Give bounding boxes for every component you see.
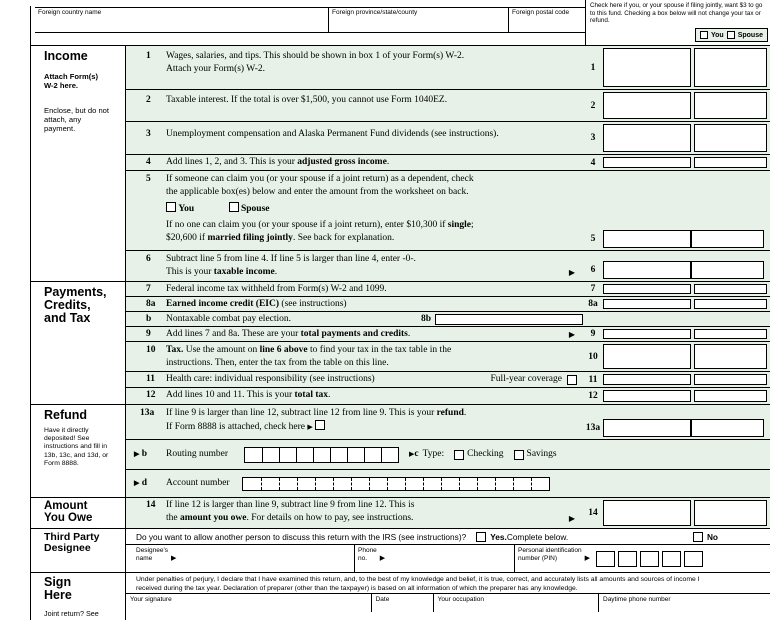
line-5-cents-box[interactable]	[691, 230, 764, 248]
pin-label1: Personal identification	[518, 547, 582, 554]
line-14-text1: If line 12 is larger than line 9, subtract line 9 from line 12. This is	[166, 500, 415, 510]
third-party-main	[125, 529, 770, 572]
owe-sidebar	[30, 498, 125, 528]
line-12-cents-box[interactable]	[694, 390, 767, 402]
line-10-dollars-box[interactable]	[603, 344, 691, 369]
form8888-checkbox[interactable]	[315, 420, 325, 430]
pin-box[interactable]	[684, 551, 703, 567]
line-9-box-label: 9	[590, 329, 596, 339]
section-third-party	[30, 528, 770, 572]
dependent-spouse-label: Spouse	[240, 204, 270, 214]
sign-title: Sign Here	[44, 575, 72, 602]
line-5-dollars-box[interactable]	[603, 230, 691, 248]
daytime-phone-field[interactable]: Daytime phone number	[598, 594, 770, 612]
arrow-icon: ▶	[568, 268, 575, 277]
line-6-cents-box[interactable]	[691, 261, 764, 279]
fund-spouse-label: Spouse	[737, 31, 763, 39]
line-7-cents-box[interactable]	[694, 284, 767, 294]
your-signature-field[interactable]: Your signature	[130, 596, 172, 604]
designee-yes-rest: Complete below.	[506, 531, 569, 542]
phone-label2: no.	[358, 554, 368, 562]
line-5-text3: If no one can claim you (or your spouse if a joint return), enter $10,300 if single;	[166, 220, 474, 230]
designee-yes-checkbox[interactable]	[476, 532, 486, 542]
line-6-text1: Subtract line 5 from line 4. If line 5 is larger than line 4, enter -0-.	[166, 254, 416, 264]
line-3-text: Unemployment compensation and Alaska Permanent Fund dividends (see instructions).	[166, 129, 499, 139]
line-4-number: 4	[146, 157, 151, 167]
line-1-text: Wages, salaries, and tips. This should be shown in box 1 of your Form(s) W-2.	[166, 51, 465, 61]
line-13c-letter: c	[414, 449, 419, 459]
line-1-cents-box[interactable]	[694, 48, 767, 87]
designee-no-label: No	[706, 531, 718, 542]
payments-title: Payments, Credits, and Tax	[44, 285, 107, 325]
line-3-number: 3	[146, 129, 151, 139]
line-13a-text2: If Form 8888 is attached, check here ▶	[166, 420, 583, 434]
line-7-number: 7	[146, 284, 151, 294]
header	[30, 0, 770, 45]
left-rule	[30, 6, 31, 620]
sign-sidebar	[30, 573, 125, 620]
line-11-row	[126, 372, 770, 388]
pin-box[interactable]	[618, 551, 637, 567]
dependent-spouse-checkbox[interactable]	[229, 202, 239, 212]
section-refund	[30, 404, 770, 497]
designee-row	[126, 545, 770, 572]
line-12-box-label: 12	[588, 391, 598, 401]
foreign-country-label: Foreign country name	[38, 9, 102, 16]
fund-spouse-checkbox[interactable]	[727, 31, 735, 39]
routing-number-label: Routing number	[166, 449, 229, 459]
enclose-note: Enclose, but do not attach, any payment.	[44, 106, 110, 133]
routing-number-field[interactable]	[244, 447, 399, 463]
section-owe	[30, 497, 770, 528]
checking-label: Checking	[467, 449, 504, 459]
arrow-icon: ▶	[568, 514, 575, 523]
your-occupation-field[interactable]: Your occupation	[433, 594, 598, 612]
pin-label2: number (PIN)	[518, 554, 558, 562]
line-1-row	[126, 46, 770, 90]
phone-label1: Phone	[358, 547, 377, 554]
line-10-text1: Tax. Use the amount on line 6 above to find your tax in the tax table in the	[166, 345, 452, 355]
line-7-box-label: 7	[590, 284, 596, 294]
line-5-text2: the applicable box(es) below and enter the amount from the worksheet on back.	[166, 187, 469, 197]
line-2-row	[126, 90, 770, 122]
line-14-box-label: 14	[588, 508, 598, 518]
line-13d-row	[126, 470, 770, 497]
line-8b-number: b	[146, 314, 152, 324]
account-number-field[interactable]	[242, 477, 550, 491]
line-8a-cents-box[interactable]	[694, 299, 767, 309]
line-12-row	[126, 388, 770, 404]
line-13a-box-label: 13a	[585, 423, 601, 433]
third-party-sidebar	[30, 529, 125, 572]
income-main	[125, 46, 770, 281]
payments-sidebar	[30, 282, 125, 404]
designee-name-field[interactable]	[126, 545, 354, 572]
dependent-you-checkbox[interactable]	[166, 202, 176, 212]
attach-note: Attach Form(s) W-2 here.	[44, 72, 99, 90]
foreign-province-field[interactable]	[328, 8, 508, 32]
line-8b-label: 8b	[420, 314, 431, 324]
line-14-cents-box[interactable]	[694, 500, 767, 526]
designee-phone-field[interactable]	[354, 545, 514, 572]
line-14-number: 14	[146, 500, 156, 510]
line-5-box-label: 5	[590, 234, 596, 244]
campaign-fund-note: Check here if you, or your spouse if filing jointly, want $3 to go to this fund. Checking a box below will not change your tax or refund.	[590, 2, 763, 25]
line-2-number: 2	[146, 95, 151, 105]
savings-checkbox[interactable]	[514, 450, 524, 460]
pin-box[interactable]	[640, 551, 659, 567]
line-6-row	[126, 251, 770, 281]
line-13a-text1: If line 9 is larger than line 12, subtract line 12 from line 9. This is your refund.	[166, 408, 467, 418]
line-1-box-label: 1	[590, 62, 596, 73]
line-2-text: Taxable interest. If the total is over $1,500, you cannot use Form 1040EZ.	[166, 95, 448, 105]
line-4-cents-box[interactable]	[694, 157, 767, 168]
line-4-text: Add lines 1, 2, and 3. This is your adjusted gross income.	[166, 157, 390, 167]
line-6-box-label: 6	[590, 265, 596, 275]
line-5-text1: If someone can claim you (or your spouse if a joint return) as a dependent, check	[166, 174, 474, 184]
payments-main	[125, 282, 770, 404]
checking-checkbox[interactable]	[454, 450, 464, 460]
dependent-you-label: You	[178, 204, 195, 214]
line-13a-row	[126, 405, 770, 440]
line-4-dollars-box[interactable]	[603, 157, 691, 168]
type-label: Type:	[422, 449, 445, 459]
line-7-row	[126, 282, 770, 297]
section-payments	[30, 281, 770, 404]
arrow-icon: ▶	[134, 450, 140, 458]
foreign-fields	[30, 0, 585, 45]
line-6-dollars-box[interactable]	[603, 261, 691, 279]
designee-pin-field[interactable]	[514, 545, 770, 572]
section-sign	[30, 572, 770, 620]
line-11-dollars-box[interactable]	[603, 374, 691, 385]
income-title: Income	[44, 49, 88, 63]
line-10-box-label: 10	[588, 351, 598, 362]
third-party-title: Third Party Designee	[44, 531, 100, 554]
foreign-country-field[interactable]	[35, 8, 328, 32]
foreign-postal-label: Foreign postal code	[512, 9, 570, 16]
designee-name-label2: name	[136, 554, 153, 562]
line-1-dollars-box[interactable]	[603, 48, 691, 87]
line-7-dollars-box[interactable]	[603, 284, 691, 294]
line-13a-number: 13a	[140, 408, 155, 418]
perjury-statement: Under penalties of perjury, I declare that I have examined this return, and, to the best of my knowledge and belief, it is true, correct, and accurately lists all amounts and sources of income I received during the tax year. Declaration of preparer (other than the taxpayer) is based on all information of which the preparer has any knowledge.	[136, 576, 700, 592]
third-party-question-row	[126, 529, 770, 545]
campaign-fund-panel	[585, 0, 770, 45]
line-5-text4: $20,600 if married filing jointly. See back for explanation.	[166, 233, 395, 243]
line-6-number: 6	[146, 254, 151, 264]
line-8a-box-label: 8a	[588, 299, 598, 309]
line-11-box-label: 11	[588, 374, 598, 385]
section-income	[30, 45, 770, 281]
fund-you-checkbox[interactable]	[700, 31, 708, 39]
line-8a-number: 8a	[146, 299, 156, 309]
pin-box[interactable]	[662, 551, 681, 567]
line-7-text: Federal income tax withheld from Form(s) W-2 and 1099.	[166, 284, 387, 294]
refund-main	[125, 405, 770, 497]
pin-boxes	[596, 551, 703, 567]
line-9-dollars-box[interactable]	[603, 329, 691, 339]
arrow-icon: ▶	[134, 479, 140, 487]
line-2-dollars-box[interactable]	[603, 92, 691, 119]
arrow-icon: ▶	[584, 554, 590, 562]
line-13b-row	[126, 440, 770, 470]
arrow-icon: ▶	[379, 554, 386, 562]
line-13a-dollars-box[interactable]	[603, 419, 691, 437]
line-5-checkboxes	[166, 202, 583, 216]
line-8a-dollars-box[interactable]	[603, 299, 691, 309]
third-party-question: Do you want to allow another person to discuss this return with the IRS (see instructions)?	[136, 531, 467, 542]
account-number-label: Account number	[166, 478, 230, 488]
arrow-icon: ▶	[409, 450, 415, 458]
foreign-province-label: Foreign province/state/county	[332, 9, 418, 16]
line-12-text: Add lines 10 and 11. This is your total tax.	[166, 390, 331, 400]
line-3-cents-box[interactable]	[694, 124, 767, 152]
line-8b-row	[126, 312, 770, 327]
campaign-fund-checkboxes	[695, 28, 768, 42]
line-9-cents-box[interactable]	[694, 329, 767, 339]
sign-main	[125, 573, 770, 620]
full-year-coverage-checkbox[interactable]	[567, 375, 577, 385]
arrow-icon: ▶	[171, 554, 177, 562]
line-3-row	[126, 122, 770, 155]
designee-no-checkbox[interactable]	[693, 532, 703, 542]
line-10-number: 10	[146, 345, 156, 355]
line-4-box-label: 4	[590, 157, 596, 168]
line-13d-number: ▶ d	[134, 478, 148, 488]
line-5-number: 5	[146, 174, 151, 184]
foreign-fields-row	[35, 7, 585, 33]
foreign-postal-field[interactable]	[508, 8, 585, 32]
line-8a-text: Earned income credit (EIC) (see instructions)	[166, 299, 347, 309]
line-5-row	[126, 171, 770, 251]
owe-main	[125, 498, 770, 528]
line-3-dollars-box[interactable]	[603, 124, 691, 152]
line-11-cents-box[interactable]	[694, 374, 767, 385]
joint-return-note: Joint return? See	[44, 609, 99, 618]
line-9-row: 9 Add lines 7 and 8a. These are your total payments and credits. ▶ 9	[126, 327, 770, 342]
line-12-number: 12	[146, 390, 156, 400]
income-sidebar	[30, 46, 125, 281]
line-2-cents-box[interactable]	[694, 92, 767, 119]
refund-note: Have it directly deposited! See instructions and fill in 13b, 13c, and 13d, or Form 8888.	[44, 427, 109, 467]
line-8b-entry-box[interactable]	[435, 314, 583, 325]
line-6-text2: This is your taxable income. ▶	[166, 266, 583, 279]
line-10-cents-box[interactable]	[694, 344, 767, 369]
line-8a-row	[126, 297, 770, 312]
line-9-number: 9	[146, 329, 151, 339]
refund-sidebar	[30, 405, 125, 497]
line-14-dollars-box[interactable]	[603, 500, 691, 526]
line-8b-text: Nontaxable combat pay election.	[166, 314, 292, 324]
fund-you-label: You	[711, 31, 724, 39]
line-14-row	[126, 498, 770, 528]
savings-label: Savings	[526, 449, 557, 459]
full-year-coverage-label: Full-year coverage	[490, 374, 562, 384]
line-10-text2: instructions. Then, enter the tax from the table on this line.	[166, 358, 389, 368]
line-1-number: 1	[146, 51, 151, 61]
designee-yes-label: Yes.	[490, 531, 507, 542]
line-2-box-label: 2	[590, 100, 596, 111]
arrow-icon: ▶	[568, 330, 575, 339]
date-field[interactable]: Date	[371, 594, 433, 612]
owe-title: Amount You Owe	[44, 500, 93, 524]
line-13b-number: ▶ b	[134, 449, 148, 459]
arrow-icon: ▶	[307, 423, 313, 431]
refund-title: Refund	[44, 408, 88, 422]
signature-row	[126, 593, 770, 612]
line-13a-cents-box[interactable]	[691, 419, 764, 437]
line-12-dollars-box[interactable]	[603, 390, 691, 402]
line-10-row	[126, 342, 770, 372]
line-14-text2: the amount you owe. For details on how to pay, see instructions. ▶	[166, 512, 583, 525]
line-3-box-label: 3	[590, 133, 596, 143]
line-11-text: Health care: individual responsibility (see instructions)	[166, 374, 375, 384]
line-11-number: 11	[146, 374, 155, 384]
line-4-row	[126, 155, 770, 171]
line-1-text2: Attach your Form(s) W-2.	[166, 64, 266, 74]
designee-name-label1: Designee’s	[136, 547, 169, 554]
pin-box[interactable]	[596, 551, 615, 567]
